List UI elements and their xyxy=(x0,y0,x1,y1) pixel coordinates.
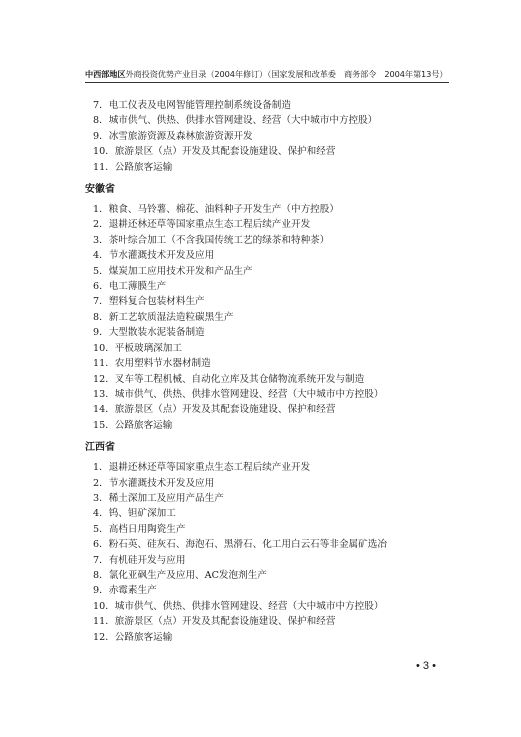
list-item: 6．粉石英、硅灰石、海泡石、黑滑石、化工用白云石等非金属矿选冶 xyxy=(93,539,387,551)
list-item: 4．节水灌溉技术开发及应用 xyxy=(93,250,215,262)
list-item: 7．电工仪表及电网智能管理控制系统设备制造 xyxy=(93,100,291,111)
list-item: 15．公路旅客运输 xyxy=(93,419,173,431)
list-item: 14．旅游景区（点）开发及其配套设施建设、保护和经营 xyxy=(93,404,336,416)
list-item: 13．城市供气、供热、供排水管网建设、经营（大中城市中方控股） xyxy=(93,388,384,400)
page-number: • 3 • xyxy=(416,660,436,672)
list-item: 9．冰雪旅游资源及森林旅游资源开发 xyxy=(93,130,253,142)
list-item: 3．茶叶综合加工（不含我国传统工艺的绿茶和特种茶） xyxy=(93,234,330,246)
list-item: 7．塑料复合包装材料生产 xyxy=(93,296,205,308)
list-item: 3．稀土深加工及应用产品生产 xyxy=(93,492,224,504)
list-item: 11．农用塑料节水器材制造 xyxy=(93,358,211,370)
list-item: 12．叉车等工程机械、自动化立库及其仓储物流系统开发与制造 xyxy=(93,373,365,385)
list-item: 11．旅游景区（点）开发及其配套设施建设、保护和经营 xyxy=(93,616,336,628)
list-item: 9．赤霉素生产 xyxy=(93,585,157,597)
list-item: 8．氯化亚砜生产及应用、AC发泡剂生产 xyxy=(93,569,267,581)
running-header xyxy=(85,68,460,80)
list-item: 5．煤炭加工应用技术开发和产品生产 xyxy=(93,265,253,277)
section-heading: 江西省 xyxy=(85,442,115,454)
list-item: 10．旅游景区（点）开发及其配套设施建设、保护和经营 xyxy=(93,146,336,158)
list-item: 8．城市供气、供热、供排水管网建设、经营（大中城市中方控股） xyxy=(93,115,378,127)
header-bold: 中西部地区 xyxy=(85,69,126,79)
list-item: 5．高档日用陶瓷生产 xyxy=(93,523,186,535)
list-item: 12．公路旅客运输 xyxy=(93,631,173,643)
list-item: 10．城市供气、供热、供排水管网建设、经营（大中城市中方控股） xyxy=(93,600,384,612)
list-item: 2．节水灌溉技术开发及应用 xyxy=(93,477,215,489)
list-item: 2．退耕还林还草等国家重点生态工程后续产业开发 xyxy=(93,219,311,231)
list-item: 11．公路旅客运输 xyxy=(93,161,173,173)
list-item: 1．退耕还林还草等国家重点生态工程后续产业开发 xyxy=(93,462,311,474)
list-item: 8．新工艺软质湿法造粒碳黑生产 xyxy=(93,311,234,323)
list-item: 7．有机硅开发与应用 xyxy=(93,554,186,566)
header-rule xyxy=(85,82,449,83)
list-item: 1．粮食、马铃薯、棉花、油料种子开发生产（中方控股） xyxy=(93,204,339,216)
list-item: 6．电工薄膜生产 xyxy=(93,281,167,293)
list-item: 9．大型散装水泥装备制造 xyxy=(93,327,205,339)
document-body xyxy=(85,98,455,645)
section-heading: 安徽省 xyxy=(85,184,115,196)
header-text: 外商投资优势产业目录（2004年修订）（国家发展和改革委 商务部令 2004年第13号） xyxy=(125,69,448,79)
list-item: 10．平板玻璃深加工 xyxy=(93,342,182,354)
list-item: 4．钨、钽矿深加工 xyxy=(93,508,176,520)
